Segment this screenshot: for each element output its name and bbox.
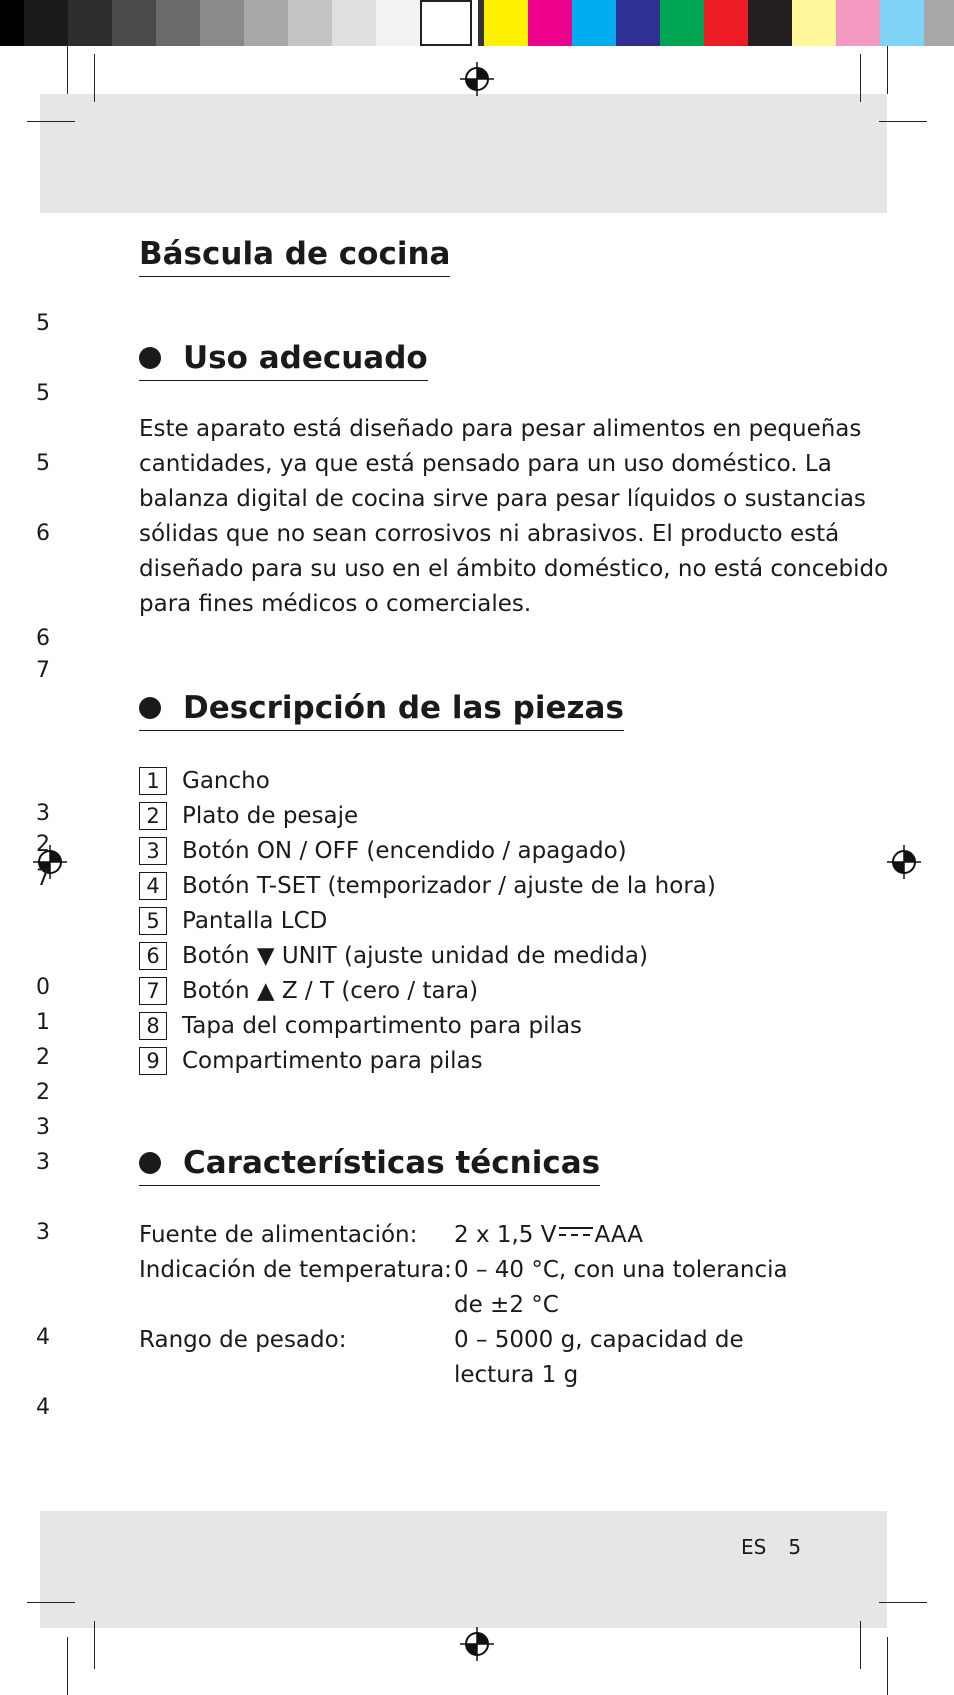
paragraph-line: diseñado para su uso en el ámbito doméstico, no está concebido <box>139 556 889 582</box>
dc-current-icon <box>559 1227 593 1239</box>
margin-digit: 0 <box>36 975 50 1000</box>
spec-value <box>454 1218 794 1253</box>
spec-label: Indicación de temperatura: <box>139 1257 452 1283</box>
spec-row <box>139 1253 794 1323</box>
registration-mark-icon <box>887 845 921 879</box>
document-title: Báscula de cocina <box>139 234 450 277</box>
part-number: 8 <box>139 1012 167 1040</box>
color-swatch <box>924 0 954 46</box>
part-label: Plato de pesaje <box>182 802 359 829</box>
margin-digit: 3 <box>36 801 50 826</box>
list-item <box>139 903 716 938</box>
part-number: 5 <box>139 907 167 935</box>
color-swatch <box>528 0 572 46</box>
part-number: 9 <box>139 1047 167 1075</box>
paragraph-line: cantidades, ya que está pensado para un uso doméstico. La <box>139 451 832 477</box>
list-item <box>139 938 716 973</box>
crop-mark <box>860 54 861 102</box>
gray-swatch <box>332 0 376 46</box>
part-label: Compartimento para pilas <box>182 1047 483 1074</box>
footer-band <box>40 1511 887 1628</box>
crop-mark <box>67 1637 68 1695</box>
spec-value-part: AAA <box>594 1222 643 1248</box>
margin-digit: 2 <box>36 1080 50 1105</box>
spec-row <box>139 1323 794 1393</box>
part-label: Botón ▼ UNIT (ajuste unidad de medida) <box>182 942 648 969</box>
white-swatch <box>420 0 472 46</box>
part-number: 4 <box>139 872 167 900</box>
spec-row <box>139 1218 794 1253</box>
gray-swatch <box>244 0 288 46</box>
parts-list <box>139 763 716 1078</box>
footer-language: ES <box>741 1535 767 1559</box>
margin-digit: 2 <box>36 832 50 857</box>
section-heading-text: Uso adecuado <box>183 340 428 376</box>
crop-mark <box>879 121 927 122</box>
section-heading-tecnicas <box>139 1143 600 1186</box>
spec-value: 0 – 40 °C, con una tolerancia de ±2 °C <box>454 1257 788 1318</box>
crop-mark <box>887 46 888 94</box>
crop-mark <box>27 1602 75 1603</box>
part-label: Botón ▲ Z / T (cero / tara) <box>182 977 479 1004</box>
list-item <box>139 868 716 903</box>
margin-digit: 4 <box>36 1325 50 1350</box>
part-number: 2 <box>139 802 167 830</box>
margin-digit: 3 <box>36 1220 50 1245</box>
color-swatch <box>616 0 660 46</box>
color-swatch <box>484 0 528 46</box>
list-item <box>139 833 716 868</box>
part-number: 7 <box>139 977 167 1005</box>
gray-swatch <box>376 0 420 46</box>
margin-digit: 5 <box>36 451 50 476</box>
margin-digit: 5 <box>36 381 50 406</box>
section-heading-uso <box>139 338 428 381</box>
margin-digit: 7 <box>36 658 50 683</box>
gray-swatch <box>288 0 332 46</box>
margin-digit: 1 <box>36 1010 50 1035</box>
color-swatch <box>792 0 836 46</box>
paragraph-line: balanza digital de cocina sirve para pesar líquidos o sustancias <box>139 486 866 512</box>
gray-swatch <box>156 0 200 46</box>
section-heading-text: Características técnicas <box>183 1145 601 1181</box>
list-item <box>139 763 716 798</box>
crop-mark <box>67 46 68 94</box>
color-swatch <box>572 0 616 46</box>
color-swatch <box>704 0 748 46</box>
crop-mark <box>94 1621 95 1669</box>
part-label: Gancho <box>182 767 270 794</box>
page-number: 5 <box>788 1535 802 1559</box>
crop-mark <box>887 1637 888 1695</box>
part-number: 3 <box>139 837 167 865</box>
spec-value: 0 – 5000 g, capacidad de lectura 1 g <box>454 1327 744 1388</box>
header-band <box>40 94 887 213</box>
list-item <box>139 973 716 1008</box>
margin-digit: 3 <box>36 1150 50 1175</box>
part-label: Pantalla LCD <box>182 907 328 934</box>
paragraph-line: sólidas que no sean corrosivos ni abrasivos. El producto está <box>139 521 840 547</box>
margin-digit: 4 <box>36 1395 50 1420</box>
list-item <box>139 798 716 833</box>
section-heading-text: Descripción de las piezas <box>183 690 624 726</box>
margin-digit: 6 <box>36 626 50 651</box>
spec-value-part: 2 x 1,5 V <box>454 1222 557 1248</box>
spec-label: Fuente de alimentación: <box>139 1222 418 1248</box>
margin-digit: 2 <box>36 1045 50 1070</box>
part-label: Botón ON / OFF (encendido / apagado) <box>182 837 627 864</box>
part-number: 6 <box>139 942 167 970</box>
list-item <box>139 1008 716 1043</box>
spec-label: Rango de pesado: <box>139 1327 347 1353</box>
paragraph-line: para fines médicos o comerciales. <box>139 591 532 617</box>
gray-swatch <box>200 0 244 46</box>
registration-mark-icon <box>460 62 494 96</box>
part-label: Tapa del compartimento para pilas <box>182 1012 583 1039</box>
bullet-icon <box>139 697 161 719</box>
gray-swatch <box>112 0 156 46</box>
crop-mark <box>879 1602 927 1603</box>
margin-digit: 6 <box>36 521 50 546</box>
gray-swatch <box>68 0 112 46</box>
crop-mark <box>94 54 95 102</box>
paragraph-line: Este aparato está diseñado para pesar alimentos en pequeñas <box>139 416 862 442</box>
list-item <box>139 1043 716 1078</box>
part-number: 1 <box>139 767 167 795</box>
gray-swatch <box>24 0 68 46</box>
crop-mark <box>860 1621 861 1669</box>
margin-digit: 5 <box>36 311 50 336</box>
crop-mark <box>27 121 75 122</box>
part-label: Botón T-SET (temporizador / ajuste de la hora) <box>182 872 716 899</box>
gray-swatch <box>0 0 24 46</box>
registration-mark-icon <box>460 1627 494 1661</box>
color-swatch <box>660 0 704 46</box>
bullet-icon <box>139 1152 161 1174</box>
color-swatch <box>748 0 792 46</box>
page-footer <box>741 1535 801 1559</box>
color-swatch <box>836 0 880 46</box>
uso-paragraph <box>139 412 889 622</box>
section-heading-piezas <box>139 688 624 731</box>
margin-digit: 3 <box>36 1115 50 1140</box>
margin-digit: 7 <box>36 866 50 891</box>
bullet-icon <box>139 347 161 369</box>
color-swatch <box>880 0 924 46</box>
specs-table <box>139 1218 794 1393</box>
